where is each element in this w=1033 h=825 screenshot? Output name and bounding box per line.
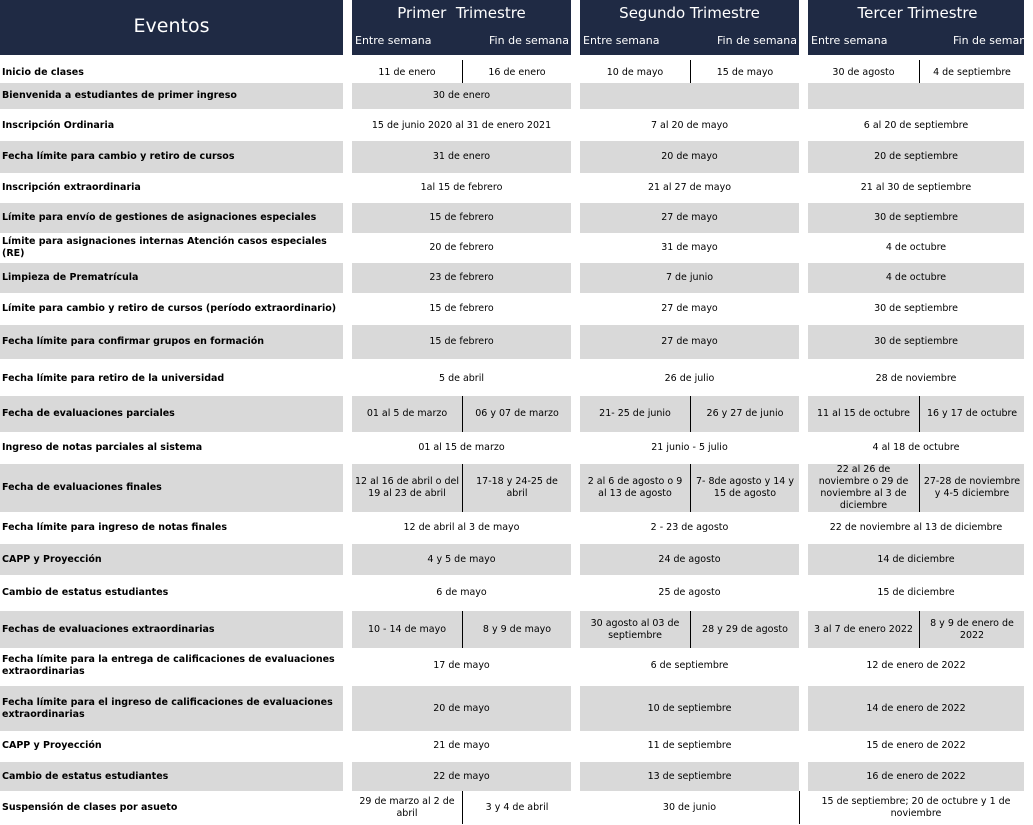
date-cell: 30 de enero (432, 90, 491, 101)
date-cell: 11 de septiembre (647, 740, 732, 751)
table-row (0, 575, 1024, 611)
column-divider (462, 396, 463, 432)
date-cell: 31 de enero (432, 151, 491, 162)
event-label: Suspensión de clases por asueto (2, 801, 178, 813)
date-cell: 1al 15 de febrero (420, 182, 503, 193)
date-cell-fin-de-semana: 3 y 4 de abril (485, 801, 549, 813)
table-row (0, 791, 1024, 824)
date-cell-fin-de-semana: 8 y 9 de mayo (482, 623, 552, 635)
date-cell: 31 de mayo (661, 242, 718, 253)
date-cell-fin-de-semana: 26 y 27 de junio (706, 408, 784, 419)
table-row (0, 464, 1024, 512)
date-cell: 2 - 23 de agosto (650, 522, 729, 533)
date-cell-fin-de-semana: 27-28 de noviembre y 4-5 diciembre (923, 476, 1021, 499)
date-cell: 4 de octubre (885, 242, 947, 253)
date-cell: 21 de mayo (433, 740, 490, 751)
entre-semana-label: Entre semana (355, 34, 432, 47)
date-cell-entre-semana: 10 - 14 de mayo (367, 623, 447, 635)
table-row (0, 83, 1024, 109)
column-divider (919, 464, 920, 512)
date-cell-entre-semana: 21- 25 de junio (599, 408, 671, 419)
date-cell-entre-semana: 22 al 26 de noviembre o 29 de noviembre al 3 de diciembre (818, 464, 909, 511)
date-cell-fin-de-semana: 16 y 17 de octubre (926, 408, 1018, 419)
date-cell: 14 de diciembre (877, 553, 955, 565)
date-cell: 20 de septiembre (874, 151, 958, 162)
event-label: Cambio de estatus estudiantes (2, 587, 169, 598)
date-cell: 20 de febrero (429, 242, 494, 253)
date-cell-entre-semana: 30 de agosto (832, 67, 895, 78)
date-cell: 25 de agosto (658, 587, 721, 598)
date-cell: 4 al 18 de octubre (872, 441, 960, 453)
date-cell: 16 de enero de 2022 (866, 770, 966, 782)
date-cell: 15 de junio 2020 al 31 de enero 2021 (371, 119, 552, 131)
event-label: Fecha límite para ingreso de notas finales (2, 522, 227, 533)
event-label: Fecha límite para retiro de la universidad (2, 372, 225, 384)
date-cell: 27 de mayo (661, 212, 718, 223)
date-cell-entre-semana: 12 al 16 de abril o del 19 al 23 de abril (355, 476, 459, 499)
table-row (0, 513, 1024, 543)
eventos-header (0, 0, 343, 55)
entre-semana-label: Entre semana (811, 34, 888, 47)
date-cell: 01 al 15 de marzo (418, 441, 505, 453)
date-cell: 26 de julio (664, 372, 715, 384)
event-label: Fecha de evaluaciones finales (2, 482, 162, 493)
segundo-trimestre-header (580, 0, 799, 55)
date-cell: 30 de junio (662, 801, 717, 813)
date-cell: 6 de septiembre (650, 660, 729, 671)
date-cell-entre-semana: 11 al 15 de octubre (817, 408, 910, 419)
table-row (0, 173, 1024, 203)
column-divider (919, 396, 920, 432)
date-cell: 10 de septiembre (647, 702, 732, 714)
table-row (0, 110, 1024, 141)
date-cell-entre-semana: 30 agosto al 03 de septiembre (590, 617, 680, 641)
column-divider (919, 611, 920, 648)
date-cell: 15 de febrero (429, 212, 494, 223)
fin-de-semana-label: Fin de semana (953, 34, 1033, 47)
date-cell: 15 de enero de 2022 (866, 740, 966, 751)
date-cell: 4 de octubre (885, 272, 947, 283)
column-divider (462, 464, 463, 512)
table-row (0, 432, 1024, 463)
date-cell: 22 de noviembre al 13 de diciembre (829, 522, 1003, 533)
column-divider (799, 791, 800, 824)
date-cell: 21 al 30 de septiembre (860, 182, 972, 193)
trimestre-title: Segundo Trimestre (619, 4, 760, 22)
table-row (0, 731, 1024, 761)
table-row (0, 544, 1024, 575)
event-label: Limpieza de Prematrícula (2, 272, 139, 283)
date-cell: 20 de mayo (661, 151, 718, 162)
column-divider (690, 611, 691, 648)
event-label: Inscripción extraordinaria (2, 182, 141, 193)
date-cell: 30 de septiembre (874, 336, 958, 347)
date-cell-entre-semana: 3 al 7 de enero 2022 (814, 623, 913, 635)
primer-trimestre-header (352, 0, 571, 55)
column-divider (690, 464, 691, 512)
event-label: Límite para cambio y retiro de cursos (período extraordinario) (2, 303, 337, 314)
date-cell-fin-de-semana: 4 de septiembre (933, 67, 1011, 78)
date-cell-fin-de-semana: 28 y 29 de agosto (702, 623, 788, 635)
column-divider (462, 611, 463, 648)
date-cell-fin-de-semana: 15 de mayo (716, 67, 774, 78)
event-label: CAPP y Proyección (2, 553, 102, 565)
date-cell-fin-de-semana: 17-18 y 24-25 de abril (476, 476, 558, 499)
date-cell: 15 de diciembre (877, 587, 955, 598)
event-label: Ingreso de notas parciales al sistema (2, 441, 203, 453)
date-cell-entre-semana: 29 de marzo al 2 de abril (359, 795, 455, 819)
table-row (0, 141, 1024, 173)
date-cell: 28 de noviembre (875, 372, 957, 384)
date-cell: 24 de agosto (658, 553, 721, 565)
table-row (0, 233, 1024, 263)
table-row (0, 203, 1024, 233)
date-cell: 4 y 5 de mayo (427, 553, 496, 565)
event-label: Fecha de evaluaciones parciales (2, 408, 175, 419)
date-cell-fin-de-semana: 16 de enero (488, 67, 546, 78)
date-cell: 6 de mayo (436, 587, 487, 598)
column-divider (462, 791, 463, 824)
event-label: Inscripción Ordinaria (2, 119, 115, 131)
date-cell: 15 de febrero (429, 336, 494, 347)
date-cell-entre-semana: 11 de enero (378, 67, 436, 78)
event-label: Bienvenida a estudiantes de primer ingreso (2, 90, 237, 101)
table-row (0, 325, 1024, 359)
column-divider (690, 396, 691, 432)
date-cell: 21 al 27 de mayo (647, 182, 732, 193)
date-cell: 30 de septiembre (874, 303, 958, 314)
date-cell: 15 de febrero (429, 303, 494, 314)
event-label: Fecha límite para el ingreso de calificaciones de evaluaciones extraordinarias (2, 696, 333, 720)
eventos-title: Eventos (133, 15, 210, 37)
date-cell: 12 de enero de 2022 (866, 660, 966, 671)
event-label: Fecha límite para confirmar grupos en formación (2, 336, 265, 347)
trimestre-title: Primer Trimestre (397, 4, 526, 22)
date-cell (580, 83, 799, 109)
table-row (0, 648, 1024, 684)
event-label: Cambio de estatus estudiantes (2, 770, 169, 782)
date-cell: 15 de septiembre; 20 de octubre y 1 de noviembre (821, 795, 1011, 819)
date-cell-fin-de-semana: 7- 8de agosto y 14 y 15 de agosto (696, 476, 794, 499)
event-label: Fechas de evaluaciones extraordinarias (2, 623, 215, 635)
entre-semana-label: Entre semana (583, 34, 660, 47)
table-row (0, 762, 1024, 791)
date-cell: 5 de abril (439, 372, 484, 384)
date-cell: 27 de mayo (661, 336, 718, 347)
date-cell-entre-semana: 01 al 5 de marzo (366, 408, 448, 419)
tercer-trimestre-header (808, 0, 1033, 55)
trimestre-title: Tercer Trimestre (857, 4, 978, 22)
date-cell: 23 de febrero (429, 272, 494, 283)
date-cell-fin-de-semana: 06 y 07 de marzo (475, 408, 559, 419)
date-cell: 17 de mayo (433, 660, 490, 671)
date-cell: 7 al 20 de mayo (650, 119, 729, 131)
date-cell: 30 de septiembre (874, 212, 958, 223)
event-label: Límite para asignaciones internas Atención casos especiales (RE) (2, 236, 327, 259)
date-cell: 27 de mayo (661, 303, 718, 314)
event-label: Inicio de clases (2, 67, 84, 78)
table-row (0, 263, 1024, 293)
fin-de-semana-label: Fin de semana (717, 34, 797, 47)
event-label: Fecha límite para la entrega de calificaciones de evaluaciones extraordinarias (2, 654, 335, 677)
date-cell: 7 de junio (665, 272, 714, 283)
date-cell: 20 de mayo (433, 702, 490, 714)
date-cell-entre-semana: 2 al 6 de agosto o 9 al 13 de agosto (587, 476, 683, 499)
table-row (0, 396, 1024, 432)
date-cell-entre-semana: 10 de mayo (606, 67, 664, 78)
date-cell: 6 al 20 de septiembre (863, 119, 969, 131)
date-cell: 13 de septiembre (647, 770, 732, 782)
fin-de-semana-label: Fin de semana (489, 34, 569, 47)
table-row (0, 611, 1024, 648)
date-cell: 12 de abril al 3 de mayo (403, 522, 520, 533)
date-cell (808, 83, 1024, 109)
table-row (0, 361, 1024, 396)
date-cell: 14 de enero de 2022 (866, 702, 966, 714)
date-cell: 22 de mayo (433, 770, 490, 782)
table-row (0, 686, 1024, 731)
event-label: CAPP y Proyección (2, 740, 102, 751)
event-label: Fecha límite para cambio y retiro de cursos (2, 151, 235, 162)
table-row (0, 293, 1024, 325)
date-cell: 21 junio - 5 julio (651, 441, 728, 453)
date-cell-fin-de-semana: 8 y 9 de enero de 2022 (930, 617, 1014, 641)
event-label: Límite para envío de gestiones de asignaciones especiales (2, 212, 317, 223)
